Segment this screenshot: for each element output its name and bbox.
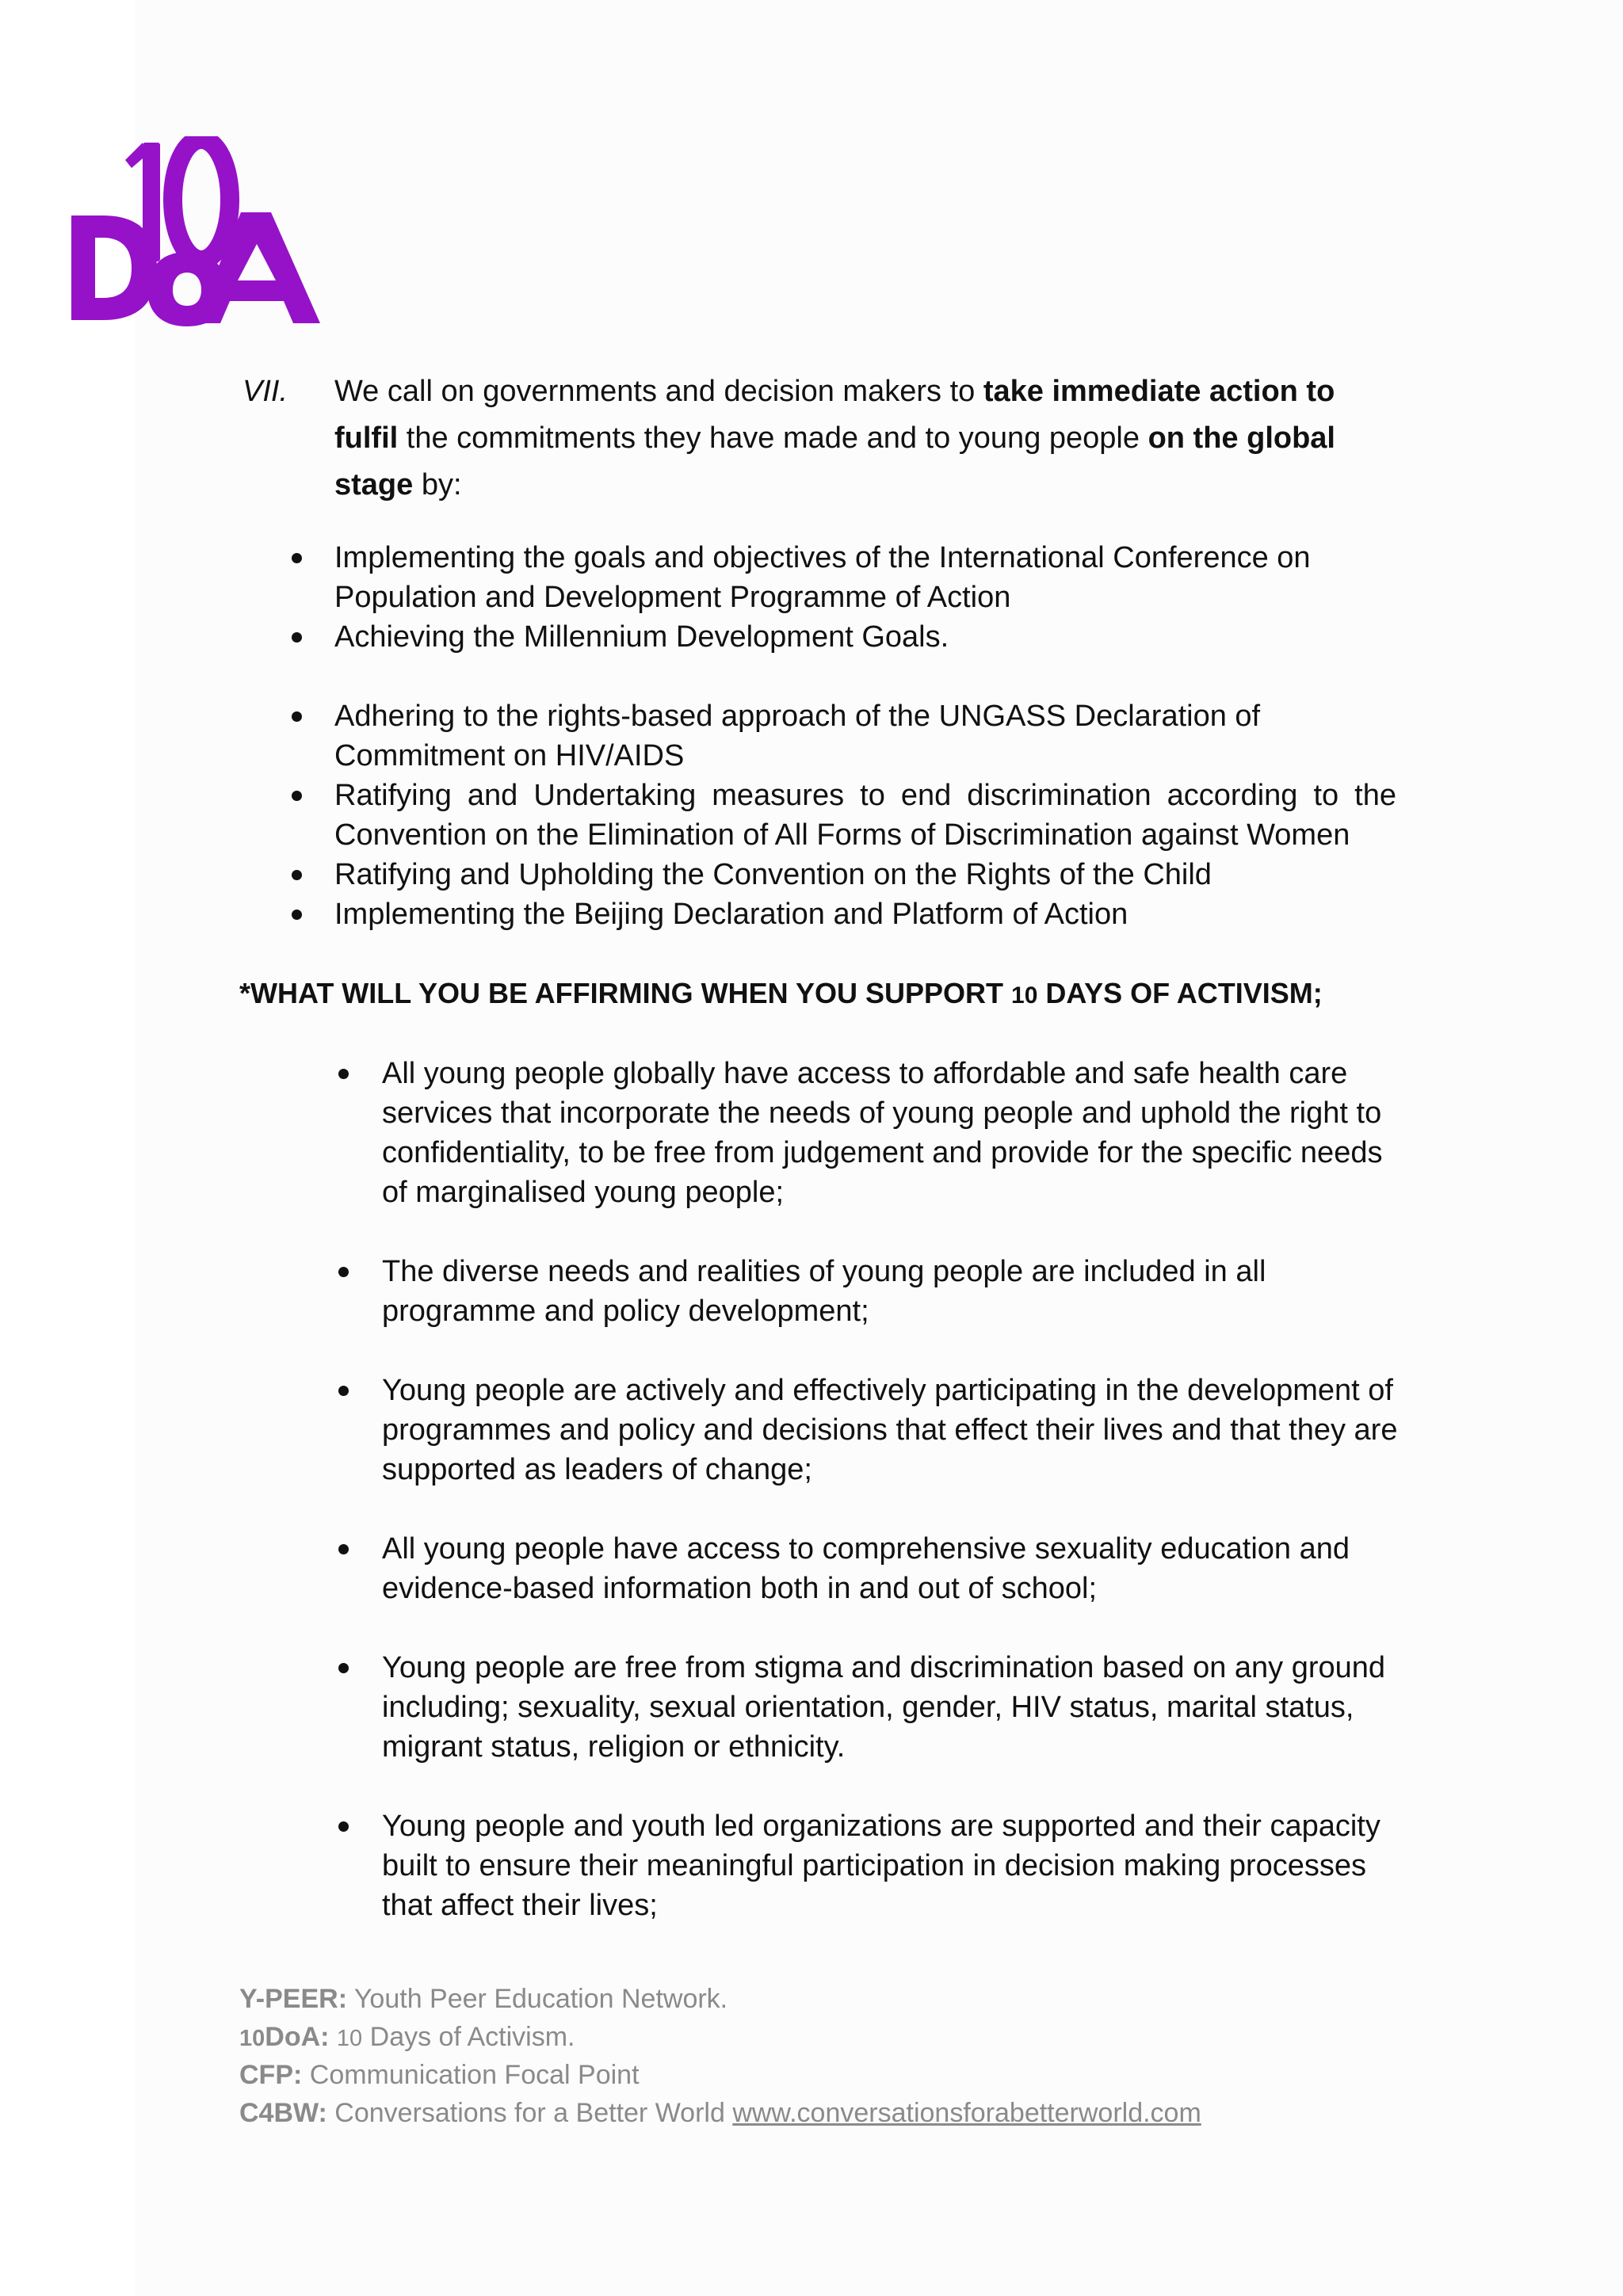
bullet-icon <box>338 1069 349 1079</box>
section-text-part: by: <box>413 468 462 502</box>
glossary-abbr: C4BW: <box>239 2098 327 2128</box>
bullet-icon <box>292 870 302 880</box>
bullet-icon <box>338 1663 349 1673</box>
glossary-text: Days of Activism. <box>362 2022 575 2052</box>
list-item <box>382 1648 1404 1767</box>
list-item <box>334 855 1396 894</box>
list-item <box>382 1371 1404 1489</box>
list-item <box>334 617 1396 657</box>
list-item-text: Implementing the goals and objectives of the International Conference on Population and Development Programme of Action <box>334 541 1311 614</box>
bullet-icon <box>292 711 302 722</box>
glossary-abbr-number: 10 <box>239 2026 265 2051</box>
section-bold-part: on the global stage <box>334 421 1335 502</box>
glossary-cfp <box>239 2056 1428 2094</box>
glossary-text: Conversations for a Better World <box>327 2098 733 2128</box>
glossary-abbr: Y-PEER: <box>239 1984 348 2014</box>
glossary-abbr: CFP: <box>239 2060 303 2090</box>
footer-glossary <box>239 1980 1428 2132</box>
list-item <box>382 1529 1404 1608</box>
section-bold-part: take immediate action to fulfil <box>334 375 1335 455</box>
affirm-heading <box>239 974 1428 1016</box>
list-item <box>334 894 1396 934</box>
heading-part: DAYS OF ACTIVISM; <box>1037 977 1323 1009</box>
bullet-icon <box>292 791 302 801</box>
list-item-text: Young people are free from stigma and discrimination based on any ground including; sexuality, sexual orientation, gender, HIV status, marital status, migrant status, religion or ethnicity. <box>382 1651 1386 1764</box>
list-item <box>382 1054 1404 1212</box>
glossary-abbr: DoA: <box>265 2022 330 2052</box>
glossary-c4bw <box>239 2094 1428 2132</box>
section-text-part: We call on governments and decision makers to <box>334 375 983 408</box>
bullet-icon <box>338 1386 349 1396</box>
list-item <box>334 696 1396 776</box>
glossary-ypeer <box>239 1980 1428 2018</box>
list-item <box>382 1252 1404 1331</box>
bullet-icon <box>338 1267 349 1277</box>
list-item <box>382 1806 1404 1925</box>
list-item-text: All young people have access to comprehensive sexuality education and evidence-based information both in and out of school; <box>382 1532 1350 1605</box>
bullet-icon <box>292 553 302 563</box>
affirm-list <box>382 1054 1404 1925</box>
list-item-text: All young people globally have access to affordable and safe health care services that incorporate the needs of young people and uphold the right to confidentiality, to be free from judgement and provide for the specific needs of marginalised young people; <box>382 1057 1383 1209</box>
list-item-text: Achieving the Millennium Development Goals. <box>334 620 949 654</box>
glossary-text-number: 10 <box>336 2026 363 2051</box>
heading-part: *WHAT WILL YOU BE AFFIRMING WHEN YOU SUPPORT <box>239 977 1012 1009</box>
bullet-icon <box>338 1544 349 1554</box>
list-item-text: Ratifying and Undertaking measures to end discrimination according to the Convention on the Elimination of All Forms of Discrimination against Women <box>334 779 1396 852</box>
list-item-text: Adhering to the rights-based approach of the UNGASS Declaration of Commitment on HIV/AIDS <box>334 700 1261 772</box>
glossary-text: Communication Focal Point <box>302 2060 640 2090</box>
bullet-icon <box>338 1821 349 1832</box>
glossary-text: Youth Peer Education Network. <box>347 1984 728 2014</box>
section-vii-text <box>334 368 1381 509</box>
c4bw-link[interactable]: www.conversationsforabetterworld.com <box>732 2098 1201 2128</box>
list-item <box>334 776 1396 855</box>
list-item-text: Implementing the Beijing Declaration and Platform of Action <box>334 898 1128 931</box>
list-item-text: The diverse needs and realities of young people are included in all programme and policy development; <box>382 1255 1266 1328</box>
10doa-logo <box>68 136 322 326</box>
list-item-text: Young people are actively and effectively participating in the development of programmes and policy and decisions that effect their lives and that they are supported as leaders of change; <box>382 1374 1398 1486</box>
bullet-icon <box>292 910 302 920</box>
list-item <box>334 538 1396 617</box>
heading-number: 10 <box>1011 982 1038 1009</box>
section-numeral: VII. <box>242 375 288 408</box>
section-text-part: the commitments they have made and to young people <box>398 421 1148 455</box>
bullet-icon <box>292 632 302 643</box>
commitments-list <box>334 538 1396 934</box>
list-item-text: Young people and youth led organizations are supported and their capacity built to ensure their meaningful participation in decision making processes that affect their lives; <box>382 1810 1381 1922</box>
glossary-10doa <box>239 2018 1428 2056</box>
list-item-text: Ratifying and Upholding the Convention on the Rights of the Child <box>334 858 1212 891</box>
